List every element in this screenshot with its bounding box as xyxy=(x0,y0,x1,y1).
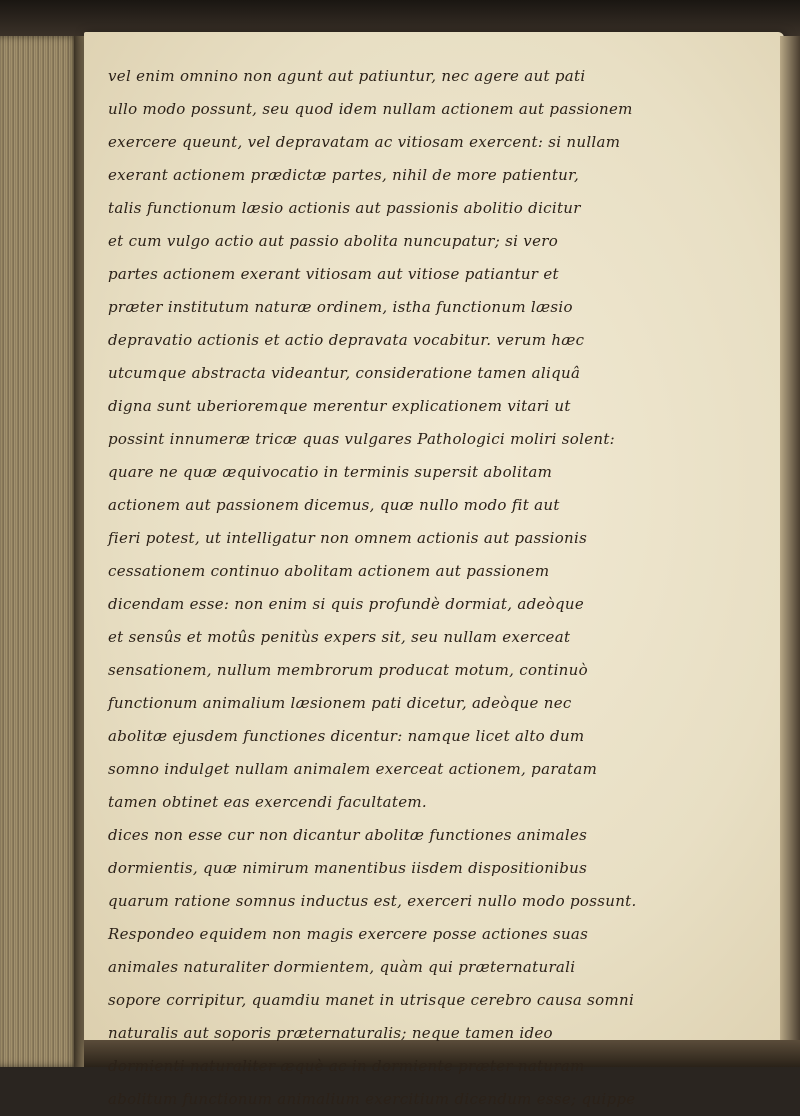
text-line: depravatio actionis et actio depravata vocabitur. verum hæc xyxy=(108,331,585,349)
text-line: utcumque abstracta videantur, consideratione tamen aliquâ xyxy=(108,364,581,382)
text-line: dicendam esse: non enim si quis profundè dormiat, adeòque xyxy=(108,595,585,613)
text-line: cessationem continuo abolitam actionem aut passionem xyxy=(108,562,550,580)
text-line: vel enim omnino non agunt aut patiuntur, nec agere aut pati xyxy=(108,67,586,85)
text-line: abolitum functionum animalium exercitium dicendum esse; quippe xyxy=(108,1090,636,1108)
page-right-edge xyxy=(780,36,800,1046)
text-line: animales naturaliter dormientem, quàm qui præternaturali xyxy=(108,958,576,976)
manuscript-text xyxy=(108,60,768,1116)
text-line: sopore corripitur, quamdiu manet in utrisque cerebro causa somni xyxy=(108,991,635,1009)
text-line: præter institutum naturæ ordinem, istha functionum læsio xyxy=(108,298,573,316)
top-background xyxy=(0,0,800,36)
text-line: quarum ratione somnus inductus est, exerceri nullo modo possunt. xyxy=(108,892,637,910)
text-line: tamen obtinet eas exercendi facultatem. xyxy=(108,793,427,811)
text-line: exerant actionem prædictæ partes, nihil de more patientur, xyxy=(108,166,580,184)
text-line: actionem aut passionem dicemus, quæ nullo modo fit aut xyxy=(108,496,560,514)
text-line: exercere queunt, vel depravatam ac vitiosam exercent: si nullam xyxy=(108,133,621,151)
text-line: functionum animalium læsionem pati dicetur, adeòque nec xyxy=(108,694,572,712)
book-page-edges xyxy=(0,36,78,1067)
text-line: possint innumeræ tricæ quas vulgares Pathologici moliri solent: xyxy=(108,430,616,448)
text-line: fieri potest, ut intelligatur non omnem actionis aut passionis xyxy=(108,529,588,547)
text-line: digna sunt uberioremque merentur explicationem vitari ut xyxy=(108,397,571,415)
text-line: ullo modo possunt, seu quod idem nullam actionem aut passionem xyxy=(108,100,633,118)
text-line: naturalis aut soporis præternaturalis; neque tamen ideo xyxy=(108,1024,553,1042)
text-line: et cum vulgo actio aut passio abolita nuncupatur; si vero xyxy=(108,232,559,250)
text-line: sensationem, nullum membrorum producat motum, continuò xyxy=(108,661,588,679)
text-line: Respondeo equidem non magis exercere posse actiones suas xyxy=(108,925,589,943)
text-line: talis functionum læsio actionis aut passionis abolitio dicitur xyxy=(108,199,581,217)
text-line: dormienti naturaliter æquè ac in dormiente præter naturam xyxy=(108,1057,585,1075)
text-line: partes actionem exerant vitiosam aut vitiose patiantur et xyxy=(108,265,559,283)
text-line: somno indulget nullam animalem exerceat actionem, paratam xyxy=(108,760,598,778)
text-line: quare ne quæ æquivocatio in terminis supersit abolitam xyxy=(108,463,553,481)
text-line: abolitæ ejusdem functiones dicentur: namque licet alto dum xyxy=(108,727,585,745)
text-line: dices non esse cur non dicantur abolitæ functiones animales xyxy=(108,826,588,844)
text-line: dormientis, quæ nimirum manentibus iisdem dispositionibus xyxy=(108,859,588,877)
text-line: et sensûs et motûs penitùs expers sit, seu nullam exerceat xyxy=(108,628,571,646)
